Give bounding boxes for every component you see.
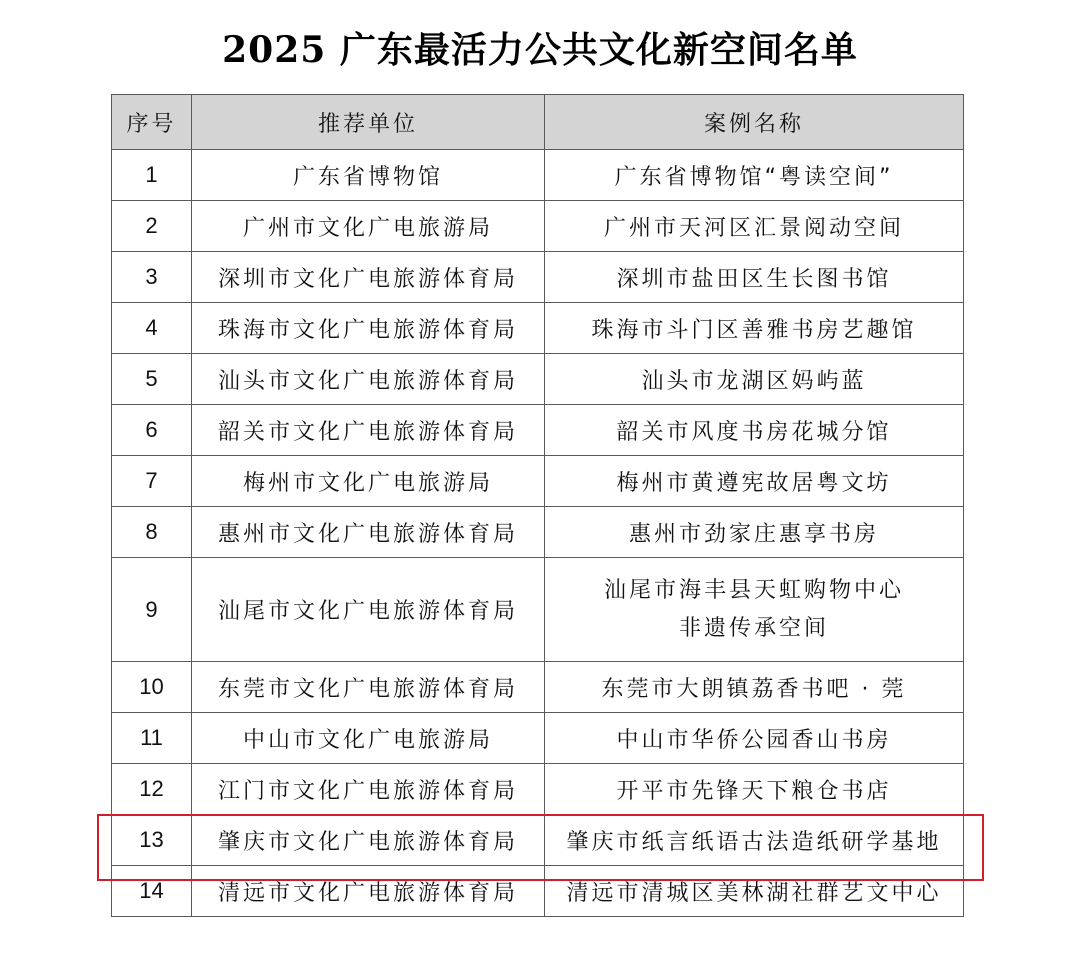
row-case: 肇庆市纸言纸语古法造纸研学基地: [545, 815, 964, 866]
row-unit: 汕头市文化广电旅游体育局: [192, 354, 545, 405]
row-case: 广州市天河区汇景阅动空间: [545, 201, 964, 252]
row-unit: 惠州市文化广电旅游体育局: [192, 507, 545, 558]
table-row: [112, 150, 964, 201]
table-row: [112, 201, 964, 252]
table-row: [112, 354, 964, 405]
table-row: [112, 866, 964, 917]
table-row: [112, 456, 964, 507]
row-unit: 江门市文化广电旅游体育局: [192, 764, 545, 815]
row-index: 2: [112, 201, 192, 252]
row-index: 4: [112, 303, 192, 354]
row-case: 汕头市龙湖区妈屿蓝: [545, 354, 964, 405]
row-case: 清远市清城区美林湖社群艺文中心: [545, 866, 964, 917]
row-index: 12: [112, 764, 192, 815]
row-case: 广东省博物馆“粤读空间”: [545, 150, 964, 201]
row-case: [545, 558, 964, 662]
row-unit: 汕尾市文化广电旅游体育局: [192, 558, 545, 662]
table-row: [112, 558, 964, 662]
row-index: 6: [112, 405, 192, 456]
row-case-line: 非遗传承空间: [678, 615, 829, 641]
row-unit: 东莞市文化广电旅游体育局: [192, 662, 545, 713]
row-case: 惠州市劲家庄惠享书房: [545, 507, 964, 558]
row-index: 11: [112, 713, 192, 764]
table-row: [112, 252, 964, 303]
row-case: 韶关市风度书房花城分馆: [545, 405, 964, 456]
row-index: 13: [112, 815, 192, 866]
row-index: 8: [112, 507, 192, 558]
table-row: [112, 764, 964, 815]
table-row-highlighted: [112, 815, 964, 866]
row-case: 梅州市黄遵宪故居粤文坊: [545, 456, 964, 507]
row-case: 中山市华侨公园香山书房: [545, 713, 964, 764]
table-header-row: [112, 95, 964, 150]
row-unit: 广东省博物馆: [192, 150, 545, 201]
row-index: 7: [112, 456, 192, 507]
row-case: 东莞市大朗镇荔香书吧 · 莞: [545, 662, 964, 713]
header-unit: 推荐单位: [192, 95, 545, 150]
row-unit: 珠海市文化广电旅游体育局: [192, 303, 545, 354]
table-row: [112, 662, 964, 713]
row-unit: 中山市文化广电旅游局: [192, 713, 545, 764]
row-unit: 深圳市文化广电旅游体育局: [192, 252, 545, 303]
row-unit: 广州市文化广电旅游局: [192, 201, 545, 252]
row-index: 9: [112, 558, 192, 662]
row-index: 3: [112, 252, 192, 303]
row-case: 开平市先锋天下粮仓书店: [545, 764, 964, 815]
row-unit: 梅州市文化广电旅游局: [192, 456, 545, 507]
header-case: 案例名称: [545, 95, 964, 150]
table-row: [112, 303, 964, 354]
row-index: 10: [112, 662, 192, 713]
space-list-table: [111, 94, 964, 917]
row-index: 1: [112, 150, 192, 201]
row-case-line: 汕尾市海丰县天虹购物中心: [603, 577, 904, 603]
row-index: 14: [112, 866, 192, 917]
row-index: 5: [112, 354, 192, 405]
table-row: [112, 507, 964, 558]
row-case: 珠海市斗门区善雅书房艺趣馆: [545, 303, 964, 354]
row-unit: 清远市文化广电旅游体育局: [192, 866, 545, 917]
row-unit: 肇庆市文化广电旅游体育局: [192, 815, 545, 866]
page-title: 2025 广东最活力公共文化新空间名单: [222, 29, 858, 71]
header-index: 序号: [112, 95, 192, 150]
table-row: [112, 405, 964, 456]
table-row: [112, 713, 964, 764]
row-case: 深圳市盐田区生长图书馆: [545, 252, 964, 303]
row-unit: 韶关市文化广电旅游体育局: [192, 405, 545, 456]
